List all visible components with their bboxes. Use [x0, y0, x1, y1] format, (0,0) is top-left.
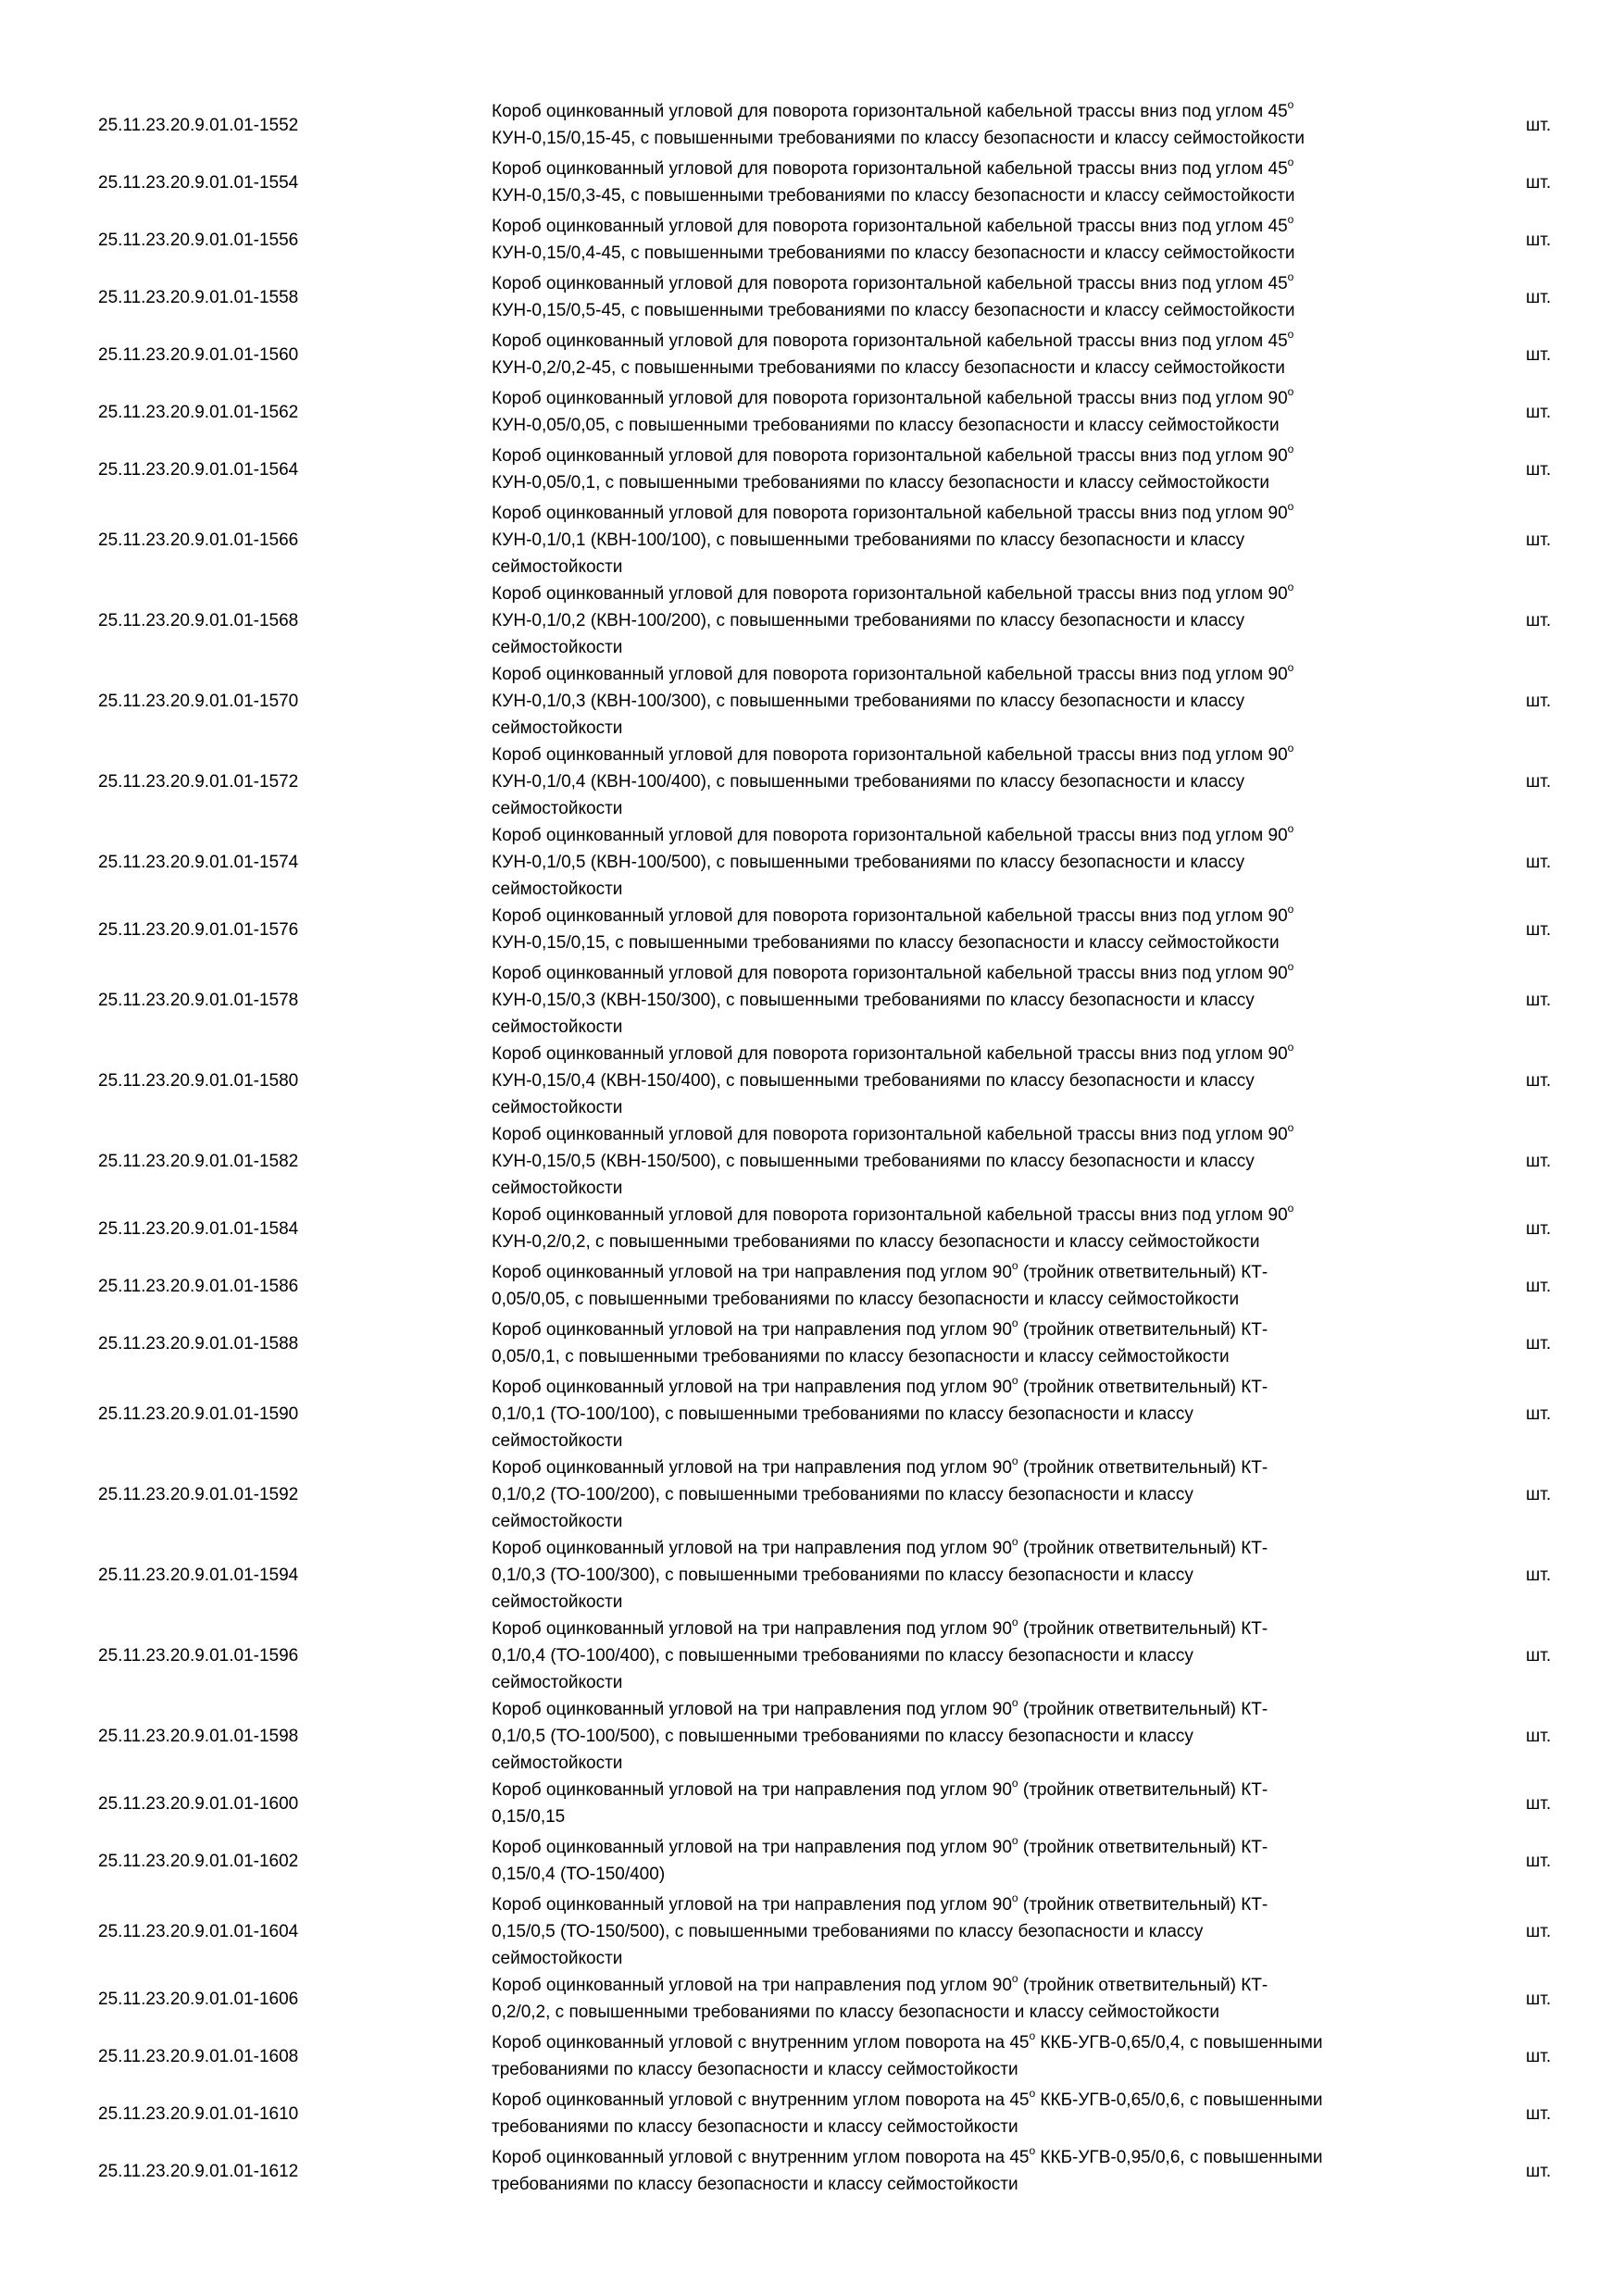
description-line: сеймостойкости	[492, 1673, 623, 1692]
description-line: сеймостойкости	[492, 799, 623, 818]
description-line: КУН-0,05/0,05, с повышенными требованиями по классу безопасности и классу сеймостойкости	[492, 416, 1280, 435]
description-line: требованиями по классу безопасности и классу сеймостойкости	[492, 2175, 1018, 2194]
item-description	[492, 1374, 1459, 1454]
item-unit: шт.	[1526, 287, 1552, 307]
description-line: КУН-0,15/0,15-45, с повышенными требованиями по классу безопасности и классу сеймостойкости	[492, 129, 1305, 148]
description-line: Короб оцинкованный угловой для поворота горизонтальной кабельной трассы вниз под углом 90$^o$	[492, 822, 1294, 845]
description-line: Короб оцинкованный угловой для поворота горизонтальной кабельной трассы вниз под углом 45$^o$	[492, 213, 1294, 236]
description-line: Короб оцинкованный угловой для поворота горизонтальной кабельной трассы вниз под углом 90$^o$	[492, 742, 1294, 765]
item-unit: шт.	[1526, 692, 1552, 711]
item-code: 25.11.23.20.9.01.01-1584	[98, 1218, 299, 1239]
item-description	[492, 960, 1459, 1041]
item-code: 25.11.23.20.9.01.01-1600	[98, 1793, 299, 1814]
item-description	[492, 270, 1459, 324]
item-code: 25.11.23.20.9.01.01-1602	[98, 1851, 299, 1871]
item-description	[492, 328, 1459, 381]
item-description	[492, 213, 1459, 267]
description-line: сеймостойкости	[492, 1431, 623, 1451]
description-line: сеймостойкости	[492, 1512, 623, 1531]
description-line: Короб оцинкованный угловой для поворота горизонтальной кабельной трассы вниз под углом 90$^o$	[492, 1202, 1294, 1225]
item-description	[492, 822, 1459, 903]
description-line: КУН-0,1/0,5 (КВН-100/500), с повышенными требованиями по классу безопасности и классу	[492, 853, 1245, 872]
item-unit: шт.	[1526, 115, 1552, 135]
item-description	[492, 742, 1459, 822]
item-unit: шт.	[1526, 1646, 1552, 1666]
item-description	[492, 1535, 1459, 1616]
item-unit: шт.	[1526, 1071, 1552, 1091]
description-line: Короб оцинкованный угловой для поворота горизонтальной кабельной трассы вниз под углом 45$^o$	[492, 270, 1294, 293]
item-unit: шт.	[1526, 772, 1552, 792]
item-code: 25.11.23.20.9.01.01-1608	[98, 2046, 299, 2066]
item-code: 25.11.23.20.9.01.01-1572	[98, 772, 299, 792]
item-code: 25.11.23.20.9.01.01-1612	[98, 2161, 299, 2181]
item-unit: шт.	[1526, 1485, 1552, 1504]
description-line: КУН-0,2/0,2-45, с повышенными требованиями по классу безопасности и классу сеймостойкости	[492, 358, 1285, 378]
item-unit: шт.	[1526, 1793, 1552, 1814]
description-line: Короб оцинкованный угловой на три направления под углом 90$^o$ (тройник ответвительный) КТ-	[492, 1696, 1268, 1719]
item-unit: шт.	[1526, 1727, 1552, 1746]
description-line: КУН-0,15/0,5-45, с повышенными требованиями по классу безопасности и классу сеймостойкости	[492, 301, 1295, 320]
description-line: 0,05/0,1, с повышенными требованиями по классу безопасности и классу сеймостойкости	[492, 1347, 1230, 1366]
item-unit: шт.	[1526, 459, 1552, 480]
description-line: КУН-0,2/0,2, с повышенными требованиями по классу безопасности и классу сеймостойкости	[492, 1232, 1260, 1252]
item-code: 25.11.23.20.9.01.01-1604	[98, 1922, 299, 1941]
description-line: 0,15/0,4 (ТО-150/400)	[492, 1865, 666, 1884]
description-line: Короб оцинкованный угловой для поворота горизонтальной кабельной трассы вниз под углом 90$^o$	[492, 960, 1294, 983]
item-description	[492, 98, 1459, 152]
description-line: Короб оцинкованный угловой с внутренним углом поворота на 45$^o$ ККБ-УГВ-0,95/0,6, с повышенными	[492, 2144, 1323, 2167]
description-line: Короб оцинкованный угловой на три направления под углом 90$^o$ (тройник ответвительный) КТ-	[492, 1259, 1268, 1282]
description-line: КУН-0,1/0,2 (КВН-100/200), с повышенными требованиями по классу безопасности и классу	[492, 611, 1245, 630]
description-line: Короб оцинкованный угловой для поворота горизонтальной кабельной трассы вниз под углом 90$^o$	[492, 385, 1294, 408]
description-line: Короб оцинкованный угловой для поворота горизонтальной кабельной трассы вниз под углом 90$^o$	[492, 500, 1294, 523]
item-unit: шт.	[1526, 2161, 1552, 2181]
item-unit: шт.	[1526, 991, 1552, 1010]
description-line: КУН-0,15/0,4-45, с повышенными требованиями по классу безопасности и классу сеймостойкости	[492, 243, 1295, 263]
description-line: Короб оцинкованный угловой для поворота горизонтальной кабельной трассы вниз под углом 90$^o$	[492, 1121, 1294, 1144]
item-description	[492, 2144, 1459, 2198]
description-line: сеймостойкости	[492, 1179, 623, 1198]
item-description	[492, 580, 1459, 661]
description-line: Короб оцинкованный угловой на три направления под углом 90$^o$ (тройник ответвительный) КТ-	[492, 1535, 1268, 1558]
description-line: 0,2/0,2, с повышенными требованиями по классу безопасности и классу сеймостойкости	[492, 2003, 1220, 2022]
item-description	[492, 1891, 1459, 1972]
item-code: 25.11.23.20.9.01.01-1562	[98, 402, 299, 422]
item-description	[492, 443, 1459, 496]
item-code: 25.11.23.20.9.01.01-1574	[98, 853, 299, 872]
item-code: 25.11.23.20.9.01.01-1590	[98, 1404, 299, 1424]
item-code: 25.11.23.20.9.01.01-1576	[98, 919, 299, 940]
description-line: Короб оцинкованный угловой для поворота горизонтальной кабельной трассы вниз под углом 90$^o$	[492, 580, 1294, 604]
description-line: сеймостойкости	[492, 638, 623, 657]
description-line: КУН-0,15/0,3 (КВН-150/300), с повышенными требованиями по классу безопасности и классу	[492, 991, 1255, 1010]
description-line: Короб оцинкованный угловой на три направления под углом 90$^o$ (тройник ответвительный) КТ-	[492, 1972, 1268, 1995]
item-code: 25.11.23.20.9.01.01-1594	[98, 1566, 299, 1585]
item-code: 25.11.23.20.9.01.01-1610	[98, 2103, 299, 2124]
item-unit: шт.	[1526, 1218, 1552, 1239]
item-description	[492, 1777, 1459, 1830]
item-code: 25.11.23.20.9.01.01-1582	[98, 1152, 299, 1171]
item-code: 25.11.23.20.9.01.01-1586	[98, 1276, 299, 1296]
item-unit: шт.	[1526, 1851, 1552, 1871]
item-code: 25.11.23.20.9.01.01-1554	[98, 172, 299, 193]
description-line: 0,1/0,2 (ТО-100/200), с повышенными требованиями по классу безопасности и классу	[492, 1485, 1193, 1504]
description-line: Короб оцинкованный угловой на три направления под углом 90$^o$ (тройник ответвительный) КТ-	[492, 1374, 1268, 1397]
item-unit: шт.	[1526, 2103, 1552, 2124]
description-line: Короб оцинкованный угловой с внутренним углом поворота на 45$^o$ ККБ-УГВ-0,65/0,6, с повышенными	[492, 2087, 1323, 2110]
description-line: сеймостойкости	[492, 1017, 623, 1037]
description-line: КУН-0,15/0,5 (КВН-150/500), с повышенными требованиями по классу безопасности и классу	[492, 1152, 1255, 1171]
item-unit: шт.	[1526, 1404, 1552, 1424]
item-code: 25.11.23.20.9.01.01-1606	[98, 1989, 299, 2009]
item-description	[492, 156, 1459, 209]
item-unit: шт.	[1526, 853, 1552, 872]
item-description	[492, 1041, 1459, 1121]
description-line: КУН-0,1/0,3 (КВН-100/300), с повышенными требованиями по классу безопасности и классу	[492, 692, 1245, 711]
item-description	[492, 1202, 1459, 1255]
item-code: 25.11.23.20.9.01.01-1580	[98, 1071, 299, 1091]
description-line: сеймостойкости	[492, 1949, 623, 1968]
description-line: сеймостойкости	[492, 557, 623, 577]
item-unit: шт.	[1526, 1989, 1552, 2009]
description-line: КУН-0,15/0,15, с повышенными требованиями по классу безопасности и классу сеймостойкости	[492, 933, 1280, 953]
item-unit: шт.	[1526, 1922, 1552, 1941]
description-line: КУН-0,15/0,4 (КВН-150/400), с повышенными требованиями по классу безопасности и классу	[492, 1071, 1255, 1091]
description-line: сеймостойкости	[492, 1098, 623, 1117]
item-unit: шт.	[1526, 1566, 1552, 1585]
item-description	[492, 1316, 1459, 1370]
description-line: сеймостойкости	[492, 880, 623, 899]
description-line: сеймостойкости	[492, 718, 623, 738]
description-line: КУН-0,15/0,3-45, с повышенными требованиями по классу безопасности и классу сеймостойкости	[492, 186, 1295, 206]
item-code: 25.11.23.20.9.01.01-1560	[98, 344, 299, 365]
item-unit: шт.	[1526, 530, 1552, 550]
description-line: Короб оцинкованный угловой на три направления под углом 90$^o$ (тройник ответвительный) КТ-	[492, 1316, 1268, 1340]
description-line: Короб оцинкованный угловой для поворота горизонтальной кабельной трассы вниз под углом 45$^o$	[492, 156, 1294, 179]
item-unit: шт.	[1526, 230, 1552, 250]
description-line: Короб оцинкованный угловой на три направления под углом 90$^o$ (тройник ответвительный) КТ-	[492, 1777, 1268, 1800]
item-code: 25.11.23.20.9.01.01-1558	[98, 287, 299, 307]
description-line: 0,1/0,1 (ТО-100/100), с повышенными требованиями по классу безопасности и классу	[492, 1404, 1193, 1424]
description-line: 0,1/0,3 (ТО-100/300), с повышенными требованиями по классу безопасности и классу	[492, 1566, 1193, 1585]
item-code: 25.11.23.20.9.01.01-1566	[98, 530, 299, 550]
description-line: Короб оцинкованный угловой для поворота горизонтальной кабельной трассы вниз под углом 45$^o$	[492, 328, 1294, 351]
description-line: Короб оцинкованный угловой для поворота горизонтальной кабельной трассы вниз под углом 90$^o$	[492, 661, 1294, 684]
description-line: 0,05/0,05, с повышенными требованиями по классу безопасности и классу сеймостойкости	[492, 1290, 1240, 1309]
description-line: 0,1/0,4 (ТО-100/400), с повышенными требованиями по классу безопасности и классу	[492, 1646, 1193, 1666]
item-description	[492, 903, 1459, 956]
item-unit: шт.	[1526, 172, 1552, 193]
item-code: 25.11.23.20.9.01.01-1564	[98, 459, 299, 480]
item-unit: шт.	[1526, 1333, 1552, 1354]
item-code: 25.11.23.20.9.01.01-1568	[98, 611, 299, 630]
item-unit: шт.	[1526, 611, 1552, 630]
description-line: Короб оцинкованный угловой на три направления под углом 90$^o$ (тройник ответвительный) КТ-	[492, 1891, 1268, 1915]
description-line: 0,15/0,5 (ТО-150/500), с повышенными требованиями по классу безопасности и классу	[492, 1922, 1204, 1941]
item-code: 25.11.23.20.9.01.01-1596	[98, 1646, 299, 1666]
item-code: 25.11.23.20.9.01.01-1592	[98, 1485, 299, 1504]
item-unit: шт.	[1526, 2046, 1552, 2066]
item-unit: шт.	[1526, 1276, 1552, 1296]
description-line: требованиями по классу безопасности и классу сеймостойкости	[492, 2060, 1018, 2079]
item-unit: шт.	[1526, 344, 1552, 365]
description-line: Короб оцинкованный угловой с внутренним углом поворота на 45$^o$ ККБ-УГВ-0,65/0,4, с повышенными	[492, 2029, 1323, 2053]
item-unit: шт.	[1526, 1152, 1552, 1171]
item-code: 25.11.23.20.9.01.01-1598	[98, 1727, 299, 1746]
item-description	[492, 1616, 1459, 1696]
description-line: КУН-0,05/0,1, с повышенными требованиями по классу безопасности и классу сеймостойкости	[492, 473, 1270, 493]
description-line: Короб оцинкованный угловой для поворота горизонтальной кабельной трассы вниз под углом 90$^o$	[492, 1041, 1294, 1064]
item-code: 25.11.23.20.9.01.01-1578	[98, 991, 299, 1010]
description-line: Короб оцинкованный угловой для поворота горизонтальной кабельной трассы вниз под углом 90$^o$	[492, 903, 1294, 926]
description-line: КУН-0,1/0,4 (КВН-100/400), с повышенными требованиями по классу безопасности и классу	[492, 772, 1245, 792]
item-code: 25.11.23.20.9.01.01-1556	[98, 230, 299, 250]
description-line: сеймостойкости	[492, 1592, 623, 1612]
description-line: Короб оцинкованный угловой на три направления под углом 90$^o$ (тройник ответвительный) КТ-	[492, 1616, 1268, 1639]
item-unit: шт.	[1526, 402, 1552, 422]
item-description	[492, 1696, 1459, 1777]
item-description	[492, 2087, 1459, 2140]
item-description	[492, 661, 1459, 742]
description-line: требованиями по классу безопасности и классу сеймостойкости	[492, 2117, 1018, 2137]
item-description	[492, 1972, 1459, 2026]
item-description	[492, 2029, 1459, 2083]
item-description	[492, 1454, 1459, 1535]
description-line: Короб оцинкованный угловой для поворота горизонтальной кабельной трассы вниз под углом 90$^o$	[492, 443, 1294, 466]
description-line: Короб оцинкованный угловой для поворота горизонтальной кабельной трассы вниз под углом 45$^o$	[492, 98, 1294, 121]
item-code: 25.11.23.20.9.01.01-1570	[98, 692, 299, 711]
description-line: Короб оцинкованный угловой на три направления под углом 90$^o$ (тройник ответвительный) КТ-	[492, 1834, 1268, 1857]
item-description	[492, 500, 1459, 580]
description-line: КУН-0,1/0,1 (КВН-100/100), с повышенными требованиями по классу безопасности и классу	[492, 530, 1245, 550]
description-line: сеймостойкости	[492, 1753, 623, 1773]
item-unit: шт.	[1526, 919, 1552, 940]
item-description	[492, 1121, 1459, 1202]
item-description	[492, 385, 1459, 439]
item-description	[492, 1259, 1459, 1313]
description-line: Короб оцинкованный угловой на три направления под углом 90$^o$ (тройник ответвительный) КТ-	[492, 1454, 1268, 1478]
description-line: 0,15/0,15	[492, 1807, 566, 1827]
description-line: 0,1/0,5 (ТО-100/500), с повышенными требованиями по классу безопасности и классу	[492, 1727, 1193, 1746]
item-code: 25.11.23.20.9.01.01-1552	[98, 115, 299, 135]
item-code: 25.11.23.20.9.01.01-1588	[98, 1333, 299, 1354]
item-description	[492, 1834, 1459, 1888]
